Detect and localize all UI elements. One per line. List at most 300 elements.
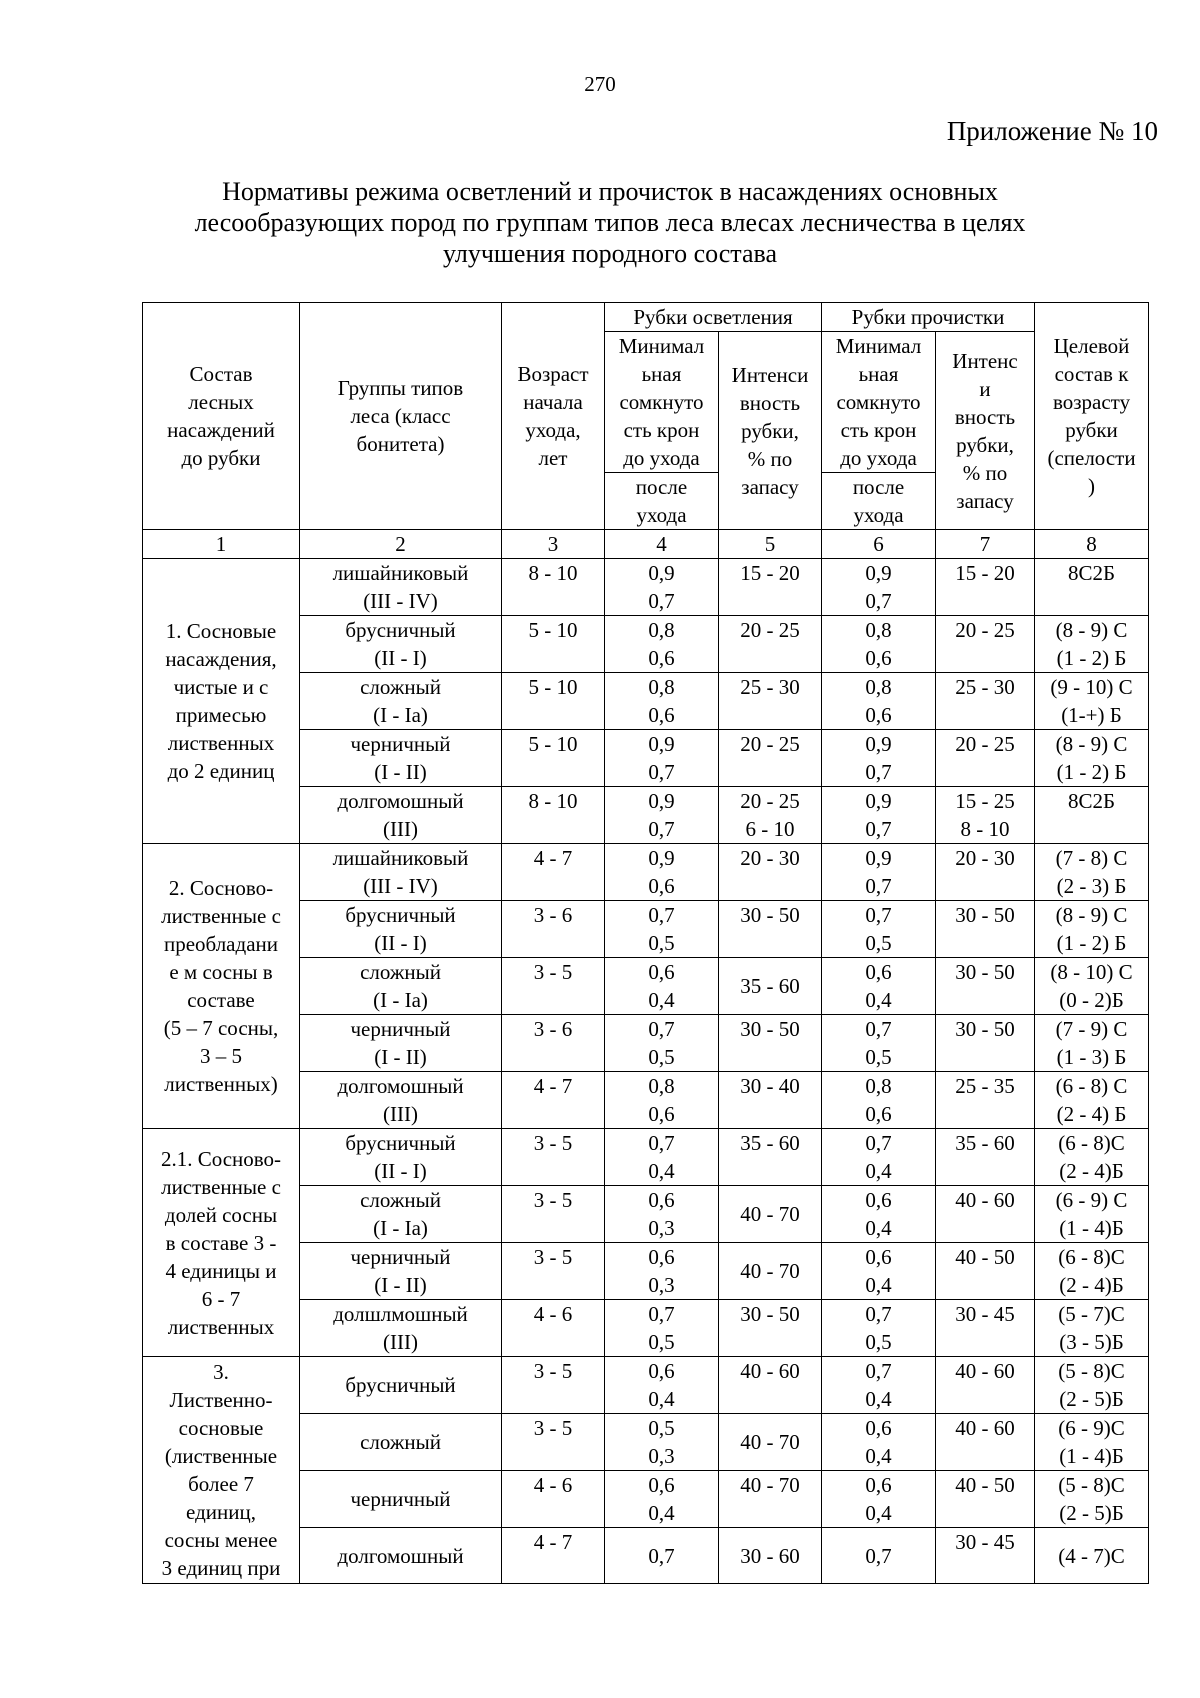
closure-clearing <box>605 1129 719 1186</box>
header-min-closure-before <box>822 332 936 473</box>
forest-type-text: брусничный <box>345 1131 456 1155</box>
intensity-clearing-text: 20 - 25 <box>740 732 800 756</box>
intensity-cleaning-text: 8 - 10 <box>960 817 1010 841</box>
table-row <box>143 844 1149 901</box>
target-composition-text: (1-+) Б <box>1061 703 1122 727</box>
document-title <box>130 176 1090 269</box>
header-after-care-text: после <box>635 475 688 499</box>
closure-cleaning <box>822 901 936 958</box>
closure-cleaning-text: 0,7 <box>865 903 892 927</box>
header-intensity-clearing-text: рубки, <box>741 418 799 443</box>
page-number: 270 <box>584 72 616 96</box>
target-composition-text: (4 - 7)С <box>1058 1543 1125 1568</box>
intensity-cleaning <box>936 958 1035 1015</box>
group-name-text: 2. Сосново- <box>168 876 274 900</box>
target-composition-text: (7 - 8) С <box>1055 846 1128 870</box>
closure-cleaning-text: 0,7 <box>865 1302 892 1326</box>
column-number: 3 <box>502 530 605 559</box>
intensity-cleaning-text: 40 - 60 <box>955 1359 1015 1383</box>
group-name-text: составе <box>187 988 255 1012</box>
header-start-age-text: Возраст <box>517 362 589 386</box>
target-composition-text: (2 - 3) Б <box>1056 874 1127 898</box>
forest-type-text: брусничный <box>345 618 456 642</box>
target-composition-text: (6 - 8) С <box>1055 1074 1128 1098</box>
header-intensity-clearing-text: вность <box>739 390 801 415</box>
target-composition-text: (2 - 5)Б <box>1059 1501 1124 1525</box>
target-composition-text: (7 - 9) С <box>1055 1017 1128 1041</box>
start-age: 4 - 7 <box>502 1072 605 1129</box>
closure-clearing-text: 0,6 <box>648 960 675 984</box>
header-min-closure-before-text: Минимал <box>835 334 922 358</box>
closure-cleaning-text: 0,7 <box>865 589 892 613</box>
intensity-cleaning-text: 20 - 25 <box>955 618 1015 642</box>
target-composition <box>1035 1357 1149 1414</box>
intensity-clearing-text: 40 - 70 <box>740 1202 800 1226</box>
intensity-cleaning-text: 30 - 45 <box>955 1530 1015 1554</box>
target-composition-text: (2 - 4) Б <box>1056 1102 1127 1126</box>
header-after-care <box>605 473 719 530</box>
header-start-age-text: лет <box>538 446 568 470</box>
forest-type <box>300 1528 502 1584</box>
table-row <box>143 1129 1149 1186</box>
intensity-clearing-text: 25 - 30 <box>740 675 800 699</box>
forest-type-text: (III - IV) <box>363 589 438 613</box>
closure-clearing <box>605 1015 719 1072</box>
closure-cleaning-text: 0,6 <box>865 960 892 984</box>
start-age: 3 - 5 <box>502 958 605 1015</box>
group-name-text: 3 единиц при <box>161 1556 281 1580</box>
intensity-cleaning <box>936 616 1035 673</box>
intensity-cleaning-text: 30 - 45 <box>955 1302 1015 1326</box>
closure-cleaning-text: 0,9 <box>865 789 892 813</box>
header-after-care <box>822 473 936 530</box>
forest-type-text: (III) <box>383 1102 418 1126</box>
intensity-clearing-text: 30 - 50 <box>740 1017 800 1041</box>
intensity-clearing <box>719 559 822 616</box>
column-number: 5 <box>719 530 822 559</box>
closure-cleaning-text: 0,9 <box>865 846 892 870</box>
intensity-cleaning-text: 40 - 50 <box>955 1245 1015 1269</box>
group-name-text: 2.1. Сосново- <box>160 1146 282 1171</box>
target-composition-text: (6 - 9) С <box>1055 1188 1128 1212</box>
header-forest-type-group-text: бонитета) <box>356 432 445 456</box>
forest-type <box>300 1129 502 1186</box>
closure-clearing-text: 0,6 <box>648 646 675 670</box>
intensity-clearing-text: 20 - 25 <box>740 789 800 813</box>
header-min-closure-before-text: сомкнуто <box>836 390 921 414</box>
intensity-cleaning <box>936 1300 1035 1357</box>
closure-cleaning-text: 0,6 <box>865 1416 892 1440</box>
intensity-cleaning <box>936 1471 1035 1528</box>
target-composition <box>1035 1528 1149 1584</box>
intensity-clearing <box>719 673 822 730</box>
header-target-composition-text: Целевой <box>1053 334 1130 358</box>
closure-clearing-text: 0,7 <box>648 1131 675 1155</box>
closure-cleaning-text: 0,7 <box>865 760 892 784</box>
target-composition <box>1035 1072 1149 1129</box>
title-line: улучшения породного состава <box>442 239 777 268</box>
header-min-closure-before-text: сть крон <box>623 418 700 442</box>
intensity-clearing <box>719 1300 822 1357</box>
intensity-cleaning <box>936 844 1035 901</box>
closure-clearing-text: 0,5 <box>648 1416 675 1440</box>
closure-clearing-text: 0,5 <box>648 931 675 955</box>
closure-clearing <box>605 673 719 730</box>
closure-cleaning-text: 0,4 <box>865 988 892 1012</box>
closure-cleaning-text: 0,6 <box>865 1473 892 1497</box>
header-intensity-cleaning-text: запасу <box>956 488 1014 513</box>
target-composition-text: (5 - 7)С <box>1058 1302 1125 1326</box>
intensity-clearing <box>719 787 822 844</box>
group-name-text: сосны менее <box>164 1528 278 1552</box>
closure-clearing-text: 0,3 <box>648 1273 675 1297</box>
forest-type-text: черничный <box>350 1487 451 1511</box>
start-age: 4 - 7 <box>502 1528 605 1584</box>
target-composition-text: (1 - 4)Б <box>1059 1444 1124 1468</box>
forest-type <box>300 673 502 730</box>
closure-clearing-text: 0,6 <box>648 1245 675 1269</box>
intensity-cleaning <box>936 730 1035 787</box>
target-composition-text: (1 - 2) Б <box>1056 931 1127 955</box>
forest-type-text: черничный <box>350 1017 451 1041</box>
column-number: 4 <box>605 530 719 559</box>
title-line: Нормативы режима осветлений и прочисток в насаждениях основных <box>222 177 998 206</box>
forest-type-text: (I - II) <box>374 760 427 784</box>
closure-clearing <box>605 616 719 673</box>
group-name-text: (5 – 7 сосны, <box>163 1016 279 1040</box>
closure-clearing-text: 0,3 <box>648 1216 675 1240</box>
closure-clearing-text: 0,7 <box>648 1302 675 1326</box>
closure-cleaning-text: 0,4 <box>865 1501 892 1525</box>
forest-type <box>300 787 502 844</box>
forest-type-text: (II - I) <box>374 931 427 955</box>
closure-clearing-text: 0,5 <box>648 1045 675 1069</box>
target-composition-text: (8 - 9) С <box>1055 903 1128 927</box>
header-group-clearing: Рубки осветления <box>605 303 822 332</box>
closure-clearing-text: 0,4 <box>648 1387 675 1411</box>
target-composition-text: 8С2Б <box>1067 561 1116 585</box>
header-intensity-cleaning-text: рубки, <box>956 432 1014 457</box>
closure-clearing-text: 0,7 <box>648 1017 675 1041</box>
intensity-clearing-text: 15 - 20 <box>740 561 800 585</box>
forest-type-text: (I - II) <box>374 1045 427 1069</box>
intensity-cleaning-text: 40 - 60 <box>955 1188 1015 1212</box>
intensity-cleaning <box>936 1015 1035 1072</box>
forest-type-text: долгомошный <box>337 1543 464 1568</box>
start-age: 3 - 6 <box>502 1015 605 1072</box>
group-name-text: 3. <box>213 1360 229 1384</box>
intensity-clearing <box>719 1186 822 1243</box>
closure-clearing-text: 0,7 <box>648 817 675 841</box>
start-age: 3 - 5 <box>502 1129 605 1186</box>
closure-cleaning-text: 0,4 <box>865 1444 892 1468</box>
header-min-closure-before <box>605 332 719 473</box>
closure-clearing-text: 0,5 <box>648 1330 675 1354</box>
closure-clearing-text: 0,3 <box>648 1444 675 1468</box>
header-target-composition-text: состав к <box>1054 362 1129 386</box>
target-composition-text: (1 - 4)Б <box>1059 1216 1124 1240</box>
target-composition-text: (6 - 8)С <box>1058 1245 1125 1269</box>
intensity-clearing-text: 30 - 40 <box>740 1074 800 1098</box>
closure-clearing-text: 0,6 <box>648 703 675 727</box>
closure-clearing <box>605 1072 719 1129</box>
start-age: 8 - 10 <box>502 787 605 844</box>
intensity-clearing <box>719 1357 822 1414</box>
start-age: 5 - 10 <box>502 616 605 673</box>
intensity-clearing-text: 40 - 60 <box>740 1359 800 1383</box>
closure-clearing-text: 0,8 <box>648 618 675 642</box>
column-number: 2 <box>300 530 502 559</box>
forest-type-text: (II - I) <box>374 646 427 670</box>
closure-cleaning <box>822 787 936 844</box>
closure-clearing <box>605 787 719 844</box>
closure-cleaning <box>822 1357 936 1414</box>
forest-type <box>300 1015 502 1072</box>
start-age: 5 - 10 <box>502 673 605 730</box>
closure-cleaning-text: 0,6 <box>865 1188 892 1212</box>
closure-clearing-text: 0,4 <box>648 1501 675 1525</box>
closure-cleaning-text: 0,5 <box>865 931 892 955</box>
header-start-age-text: начала <box>523 390 583 414</box>
intensity-clearing-text: 35 - 60 <box>740 1131 800 1155</box>
intensity-cleaning-text: 40 - 50 <box>955 1473 1015 1497</box>
closure-cleaning-text: 0,4 <box>865 1387 892 1411</box>
closure-clearing <box>605 559 719 616</box>
forest-type <box>300 730 502 787</box>
intensity-clearing-text: 6 - 10 <box>745 817 795 841</box>
header-intensity-clearing <box>719 332 822 530</box>
header-min-closure-before-text: ьная <box>641 362 682 386</box>
target-composition-text: (0 - 2)Б <box>1059 988 1124 1012</box>
closure-cleaning <box>822 1186 936 1243</box>
group-name-text: в составе 3 - <box>165 1230 277 1255</box>
group-name-text: (лиственные <box>164 1444 278 1468</box>
forest-type <box>300 901 502 958</box>
group-name-text: долей сосны <box>164 1202 278 1227</box>
closure-cleaning-text: 0,7 <box>865 1359 892 1383</box>
target-composition <box>1035 1186 1149 1243</box>
start-age: 4 - 6 <box>502 1471 605 1528</box>
intensity-clearing <box>719 616 822 673</box>
target-composition-text: (2 - 4)Б <box>1059 1273 1124 1297</box>
group-name-text: е м сосны в <box>169 960 273 984</box>
closure-cleaning <box>822 673 936 730</box>
closure-clearing-text: 0,6 <box>648 1473 675 1497</box>
start-age: 4 - 6 <box>502 1300 605 1357</box>
intensity-clearing-text: 30 - 50 <box>740 903 800 927</box>
forest-type-text: (II - I) <box>374 1159 427 1183</box>
intensity-cleaning-text: 30 - 50 <box>955 960 1015 984</box>
target-composition-text: (9 - 10) С <box>1050 675 1133 699</box>
closure-clearing <box>605 1243 719 1300</box>
intensity-clearing <box>719 1243 822 1300</box>
intensity-cleaning-text: 30 - 50 <box>955 903 1015 927</box>
start-age: 5 - 10 <box>502 730 605 787</box>
forest-type <box>300 559 502 616</box>
intensity-clearing <box>719 1471 822 1528</box>
intensity-cleaning <box>936 1186 1035 1243</box>
header-target-composition-text: рубки <box>1065 418 1118 442</box>
closure-clearing-text: 0,9 <box>648 732 675 756</box>
group-name-text: 3 – 5 <box>200 1044 242 1068</box>
forest-type-text: сложный <box>360 960 441 984</box>
forest-type <box>300 1414 502 1471</box>
target-composition <box>1035 673 1149 730</box>
target-composition-text: (8 - 9) С <box>1055 732 1128 756</box>
closure-cleaning <box>822 1129 936 1186</box>
closure-clearing-text: 0,6 <box>648 1359 675 1383</box>
start-age: 3 - 5 <box>502 1357 605 1414</box>
intensity-cleaning <box>936 559 1035 616</box>
header-target-composition <box>1035 303 1149 530</box>
forest-type <box>300 1186 502 1243</box>
intensity-clearing <box>719 1129 822 1186</box>
group-name-text: 4 единицы и <box>165 1258 277 1283</box>
forest-type-text: брусничный <box>345 903 456 927</box>
header-intensity-cleaning-text: Интенс <box>952 348 1018 373</box>
header-intensity-cleaning-text: и <box>979 376 991 401</box>
intensity-clearing-text: 30 - 50 <box>740 1302 800 1326</box>
intensity-clearing <box>719 1528 822 1584</box>
forest-type-text: лишайниковый <box>332 846 469 870</box>
header-intensity-cleaning-text: вность <box>954 404 1016 429</box>
forest-type <box>300 1357 502 1414</box>
header-target-composition-text: ) <box>1088 474 1096 498</box>
header-start-age <box>502 303 605 530</box>
closure-cleaning-text: 0,5 <box>865 1045 892 1069</box>
closure-clearing <box>605 1186 719 1243</box>
closure-cleaning <box>822 616 936 673</box>
target-composition <box>1035 1471 1149 1528</box>
closure-cleaning <box>822 1243 936 1300</box>
intensity-cleaning-text: 15 - 20 <box>955 561 1015 585</box>
closure-cleaning-text: 0,6 <box>865 703 892 727</box>
target-composition <box>1035 844 1149 901</box>
forest-type-text: черничный <box>350 732 451 756</box>
target-composition-text: (1 - 2) Б <box>1056 646 1127 670</box>
forest-type <box>300 616 502 673</box>
closure-clearing-text: 0,9 <box>648 789 675 813</box>
group-name-text: до 2 единиц <box>167 759 275 783</box>
title-line: лесообразующих пород по группам типов леса влесах лесничества в целях <box>194 208 1026 237</box>
group-name-text: чистые и с <box>173 675 269 699</box>
target-composition <box>1035 1129 1149 1186</box>
closure-cleaning-text: 0,5 <box>865 1330 892 1354</box>
closure-cleaning-text: 0,7 <box>865 817 892 841</box>
intensity-cleaning <box>936 1528 1035 1584</box>
closure-cleaning-text: 0,7 <box>865 874 892 898</box>
header-min-closure-before-text: сть крон <box>840 418 917 442</box>
target-composition <box>1035 1414 1149 1471</box>
group-name-text: насаждения, <box>165 647 277 671</box>
header-composition-text: насаждений <box>167 418 275 442</box>
closure-clearing-text: 0,6 <box>648 1102 675 1126</box>
group-name-text: преобладани <box>163 932 278 956</box>
intensity-clearing <box>719 901 822 958</box>
group-name-text: лиственных <box>167 731 275 755</box>
forest-type-text: (III) <box>383 817 418 841</box>
closure-cleaning-text: 0,8 <box>865 675 892 699</box>
group-name <box>143 1129 300 1357</box>
closure-clearing-text: 0,9 <box>648 846 675 870</box>
closure-cleaning <box>822 844 936 901</box>
target-composition <box>1035 901 1149 958</box>
forest-type <box>300 1300 502 1357</box>
closure-cleaning-text: 0,4 <box>865 1159 892 1183</box>
forest-type-text: сложный <box>360 1188 441 1212</box>
target-composition-text: 8С2Б <box>1067 789 1116 813</box>
closure-clearing <box>605 901 719 958</box>
header-intensity-clearing-text: Интенси <box>731 362 809 387</box>
group-name-text: лиственных) <box>164 1072 278 1096</box>
header-composition-text: лесных <box>188 390 254 414</box>
target-composition-text: (8 - 9) С <box>1055 618 1128 642</box>
closure-cleaning-text: 0,4 <box>865 1273 892 1297</box>
intensity-cleaning <box>936 1072 1035 1129</box>
forest-type <box>300 958 502 1015</box>
header-min-closure-before-text: Минимал <box>618 334 705 358</box>
target-composition <box>1035 787 1149 844</box>
forest-type-text: (I - Ia) <box>373 1216 428 1240</box>
intensity-cleaning <box>936 1357 1035 1414</box>
intensity-clearing-text: 35 - 60 <box>740 974 800 998</box>
header-target-composition-text: возрасту <box>1052 390 1131 414</box>
forest-type-text: брусничный <box>345 1373 456 1397</box>
intensity-clearing-text: 30 - 60 <box>740 1543 800 1568</box>
intensity-clearing <box>719 730 822 787</box>
table-row <box>143 1357 1149 1414</box>
closure-clearing-text: 0,9 <box>648 561 675 585</box>
target-composition-text: (3 - 5)Б <box>1059 1330 1124 1354</box>
group-name <box>143 559 300 844</box>
target-composition <box>1035 730 1149 787</box>
group-name-text: 6 - 7 <box>201 1286 241 1311</box>
intensity-clearing <box>719 1414 822 1471</box>
group-name-text: лиственные с <box>161 904 281 928</box>
intensity-cleaning-text: 25 - 30 <box>955 675 1015 699</box>
header-min-closure-before-text: ьная <box>858 362 899 386</box>
closure-clearing <box>605 1414 719 1471</box>
header-intensity-cleaning-text: % по <box>962 460 1008 485</box>
intensity-cleaning <box>936 673 1035 730</box>
group-name-text: единиц, <box>186 1500 256 1524</box>
group-name <box>143 844 300 1129</box>
target-composition <box>1035 958 1149 1015</box>
intensity-cleaning <box>936 1243 1035 1300</box>
forest-type-text: долгомошный <box>337 1074 464 1098</box>
forest-type-text: (I - II) <box>374 1273 427 1297</box>
intensity-clearing <box>719 1015 822 1072</box>
closure-clearing-text: 0,7 <box>648 760 675 784</box>
intensity-cleaning-text: 25 - 35 <box>955 1074 1015 1098</box>
target-composition <box>1035 1243 1149 1300</box>
closure-cleaning-text: 0,8 <box>865 1074 892 1098</box>
norms-table <box>142 302 1149 1584</box>
intensity-cleaning <box>936 1129 1035 1186</box>
group-name-text: лиственных <box>167 1314 275 1339</box>
intensity-cleaning-text: 15 - 25 <box>955 789 1015 813</box>
closure-clearing-text: 0,7 <box>648 1543 675 1568</box>
header-forest-type-group <box>300 303 502 530</box>
forest-type-text: лишайниковый <box>332 561 469 585</box>
closure-clearing <box>605 1357 719 1414</box>
closure-cleaning-text: 0,8 <box>865 618 892 642</box>
intensity-cleaning-text: 40 - 60 <box>955 1416 1015 1440</box>
column-number: 1 <box>143 530 300 559</box>
forest-type-text: (I - Ia) <box>373 988 428 1012</box>
header-group-cleaning: Рубки прочистки <box>822 303 1035 332</box>
intensity-cleaning-text: 30 - 50 <box>955 1017 1015 1041</box>
